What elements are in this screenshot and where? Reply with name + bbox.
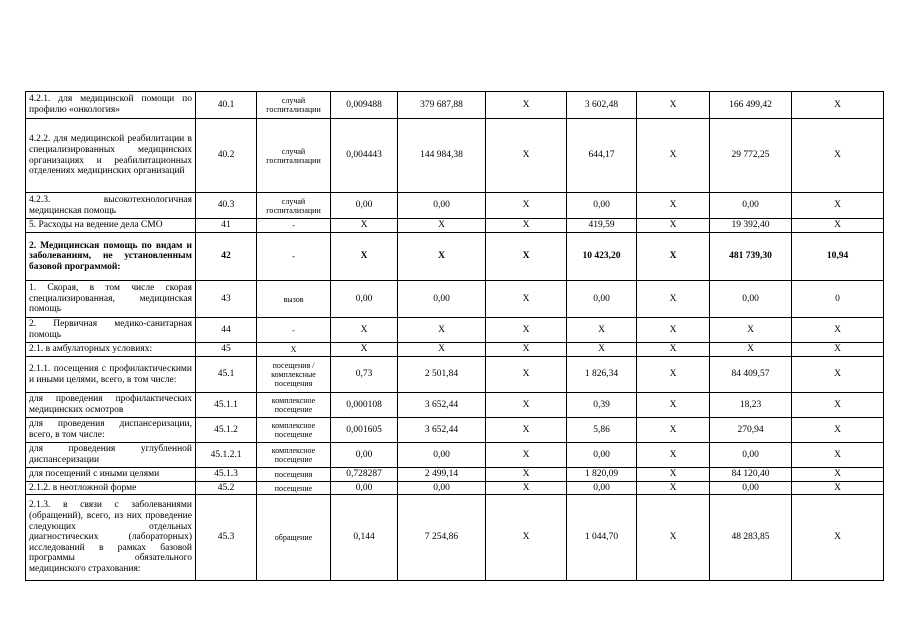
table-row <box>26 92 884 119</box>
row-code-cell: 40.2 <box>196 119 257 193</box>
row-unit-cell: - <box>257 233 331 281</box>
row-oms-per-capita-cell: 0,00 <box>567 281 637 318</box>
row-unit-cell: Х <box>257 343 331 357</box>
row-volume-cell: 0,009488 <box>331 92 398 119</box>
row-budget-per-capita-cell: Х <box>486 318 567 343</box>
row-volume-cell: 0,144 <box>331 495 398 581</box>
table-row <box>26 119 884 193</box>
row-budget-per-capita-cell: Х <box>486 119 567 193</box>
row-budget-per-capita-cell: Х <box>486 219 567 233</box>
row-budget-total-cell: Х <box>637 343 710 357</box>
row-oms-total-cell: 19 392,40 <box>710 219 792 233</box>
row-budget-total-cell: Х <box>637 219 710 233</box>
row-budget-total-cell: Х <box>637 482 710 495</box>
row-cost-cell: Х <box>398 233 486 281</box>
row-percent-cell: Х <box>792 495 884 581</box>
table-row <box>26 495 884 581</box>
row-code-cell: 41 <box>196 219 257 233</box>
row-oms-per-capita-cell: 1 044,70 <box>567 495 637 581</box>
row-oms-per-capita-cell: 1 826,34 <box>567 357 637 393</box>
row-oms-total-cell: 481 739,30 <box>710 233 792 281</box>
row-cost-cell: Х <box>398 318 486 343</box>
row-oms-per-capita-cell: 0,39 <box>567 393 637 418</box>
row-oms-total-cell: Х <box>710 318 792 343</box>
row-volume-cell: Х <box>331 233 398 281</box>
row-cost-cell: Х <box>398 219 486 233</box>
row-budget-per-capita-cell: Х <box>486 343 567 357</box>
row-unit-cell: - <box>257 219 331 233</box>
row-name-cell: 1. Скорая, в том числе скорая специализированная, медицинская помощь <box>26 281 196 318</box>
row-unit-cell: посещение <box>257 482 331 495</box>
table-row <box>26 443 884 468</box>
row-oms-per-capita-cell: 10 423,20 <box>567 233 637 281</box>
row-percent-cell: Х <box>792 318 884 343</box>
table-row <box>26 468 884 482</box>
row-code-cell: 45.2 <box>196 482 257 495</box>
row-name-cell: 5. Расходы на ведение дела СМО <box>26 219 196 233</box>
row-unit-cell: случай госпитализации <box>257 119 331 193</box>
row-oms-per-capita-cell: 5,86 <box>567 418 637 443</box>
row-name-cell: 2. Первичная медико-санитарная помощь <box>26 318 196 343</box>
row-percent-cell: Х <box>792 468 884 482</box>
row-oms-total-cell: 29 772,25 <box>710 119 792 193</box>
row-name-cell: для проведения профилактических медицинских осмотров <box>26 393 196 418</box>
row-oms-total-cell: 18,23 <box>710 393 792 418</box>
row-code-cell: 45.1.2 <box>196 418 257 443</box>
row-budget-per-capita-cell: Х <box>486 495 567 581</box>
row-name-cell: 2.1. в амбулаторных условиях: <box>26 343 196 357</box>
row-oms-per-capita-cell: Х <box>567 318 637 343</box>
row-oms-per-capita-cell: 1 820,09 <box>567 468 637 482</box>
row-budget-per-capita-cell: Х <box>486 443 567 468</box>
row-name-cell: 4.2.2. для медицинской реабилитации в специализированных медицинских организациях и реабилитационных отделениях медицинских организаций <box>26 119 196 193</box>
row-budget-total-cell: Х <box>637 119 710 193</box>
table-row <box>26 219 884 233</box>
row-cost-cell: 2 501,84 <box>398 357 486 393</box>
row-budget-total-cell: Х <box>637 443 710 468</box>
row-name-cell: 2. Медицинская помощь по видам и заболеваниям, не установленным базовой программой: <box>26 233 196 281</box>
row-name-cell: 2.1.1. посещения с профилактическими и иными целями, всего, в том числе: <box>26 357 196 393</box>
row-unit-cell: случай госпитализации <box>257 193 331 219</box>
row-code-cell: 45.1 <box>196 357 257 393</box>
row-code-cell: 45.3 <box>196 495 257 581</box>
row-cost-cell: 0,00 <box>398 281 486 318</box>
row-budget-total-cell: Х <box>637 357 710 393</box>
row-percent-cell: 0 <box>792 281 884 318</box>
row-percent-cell: Х <box>792 443 884 468</box>
row-name-cell: для посещений с иными целями <box>26 468 196 482</box>
row-unit-cell: комплексное посещение <box>257 393 331 418</box>
row-budget-total-cell: Х <box>637 281 710 318</box>
row-budget-per-capita-cell: Х <box>486 482 567 495</box>
row-code-cell: 40.1 <box>196 92 257 119</box>
row-volume-cell: 0,00 <box>331 482 398 495</box>
table-row <box>26 193 884 219</box>
row-cost-cell: 3 652,44 <box>398 393 486 418</box>
table-row <box>26 393 884 418</box>
row-budget-total-cell: Х <box>637 495 710 581</box>
row-code-cell: 45.1.1 <box>196 393 257 418</box>
row-cost-cell: 144 984,38 <box>398 119 486 193</box>
row-percent-cell: 10,94 <box>792 233 884 281</box>
row-oms-per-capita-cell: 0,00 <box>567 443 637 468</box>
data-table <box>25 91 884 581</box>
row-oms-per-capita-cell: 3 602,48 <box>567 92 637 119</box>
row-oms-total-cell: 0,00 <box>710 443 792 468</box>
row-percent-cell: Х <box>792 343 884 357</box>
row-volume-cell: 0,000108 <box>331 393 398 418</box>
row-oms-total-cell: 84 409,57 <box>710 357 792 393</box>
table-row <box>26 233 884 281</box>
row-percent-cell: Х <box>792 219 884 233</box>
row-oms-total-cell: Х <box>710 343 792 357</box>
row-volume-cell: 0,004443 <box>331 119 398 193</box>
row-code-cell: 45 <box>196 343 257 357</box>
row-name-cell: 2.1.2. в неотложной форме <box>26 482 196 495</box>
row-budget-per-capita-cell: Х <box>486 233 567 281</box>
row-unit-cell: посещения / комплексные посещения <box>257 357 331 393</box>
row-unit-cell: - <box>257 318 331 343</box>
row-volume-cell: 0,728287 <box>331 468 398 482</box>
table-row <box>26 418 884 443</box>
row-oms-per-capita-cell: 644,17 <box>567 119 637 193</box>
row-budget-total-cell: Х <box>637 92 710 119</box>
row-code-cell: 40.3 <box>196 193 257 219</box>
row-budget-per-capita-cell: Х <box>486 92 567 119</box>
row-code-cell: 42 <box>196 233 257 281</box>
row-volume-cell: Х <box>331 219 398 233</box>
table-body <box>26 92 884 581</box>
row-cost-cell: 0,00 <box>398 482 486 495</box>
row-name-cell: 4.2.1. для медицинской помощи по профилю «онкология» <box>26 92 196 119</box>
row-oms-total-cell: 0,00 <box>710 482 792 495</box>
row-budget-total-cell: Х <box>637 193 710 219</box>
row-name-cell: 2.1.3. в связи с заболеваниями (обращений), всего, из них проведение следующих отдельных диагностических (лабораторных) исследований в рамках базовой программы обязательного медицинского страхования: <box>26 495 196 581</box>
row-unit-cell: случай госпитализации <box>257 92 331 119</box>
row-percent-cell: Х <box>792 418 884 443</box>
row-budget-total-cell: Х <box>637 393 710 418</box>
row-unit-cell: вызов <box>257 281 331 318</box>
row-cost-cell: 3 652,44 <box>398 418 486 443</box>
row-cost-cell: 0,00 <box>398 193 486 219</box>
row-budget-total-cell: Х <box>637 418 710 443</box>
row-name-cell: для проведения углубленной диспансеризации <box>26 443 196 468</box>
row-oms-per-capita-cell: 0,00 <box>567 482 637 495</box>
row-cost-cell: 7 254,86 <box>398 495 486 581</box>
row-budget-per-capita-cell: Х <box>486 393 567 418</box>
row-volume-cell: 0,001605 <box>331 418 398 443</box>
row-budget-per-capita-cell: Х <box>486 193 567 219</box>
row-cost-cell: 0,00 <box>398 443 486 468</box>
row-unit-cell: комплексное посещение <box>257 443 331 468</box>
row-budget-per-capita-cell: Х <box>486 418 567 443</box>
row-code-cell: 43 <box>196 281 257 318</box>
table-row <box>26 318 884 343</box>
table-row <box>26 357 884 393</box>
row-budget-per-capita-cell: Х <box>486 357 567 393</box>
row-volume-cell: 0,73 <box>331 357 398 393</box>
row-oms-total-cell: 166 499,42 <box>710 92 792 119</box>
row-budget-per-capita-cell: Х <box>486 281 567 318</box>
row-percent-cell: Х <box>792 482 884 495</box>
row-oms-total-cell: 0,00 <box>710 281 792 318</box>
row-unit-cell: комплексное посещение <box>257 418 331 443</box>
row-oms-per-capita-cell: 0,00 <box>567 193 637 219</box>
row-code-cell: 45.1.3 <box>196 468 257 482</box>
row-volume-cell: 0,00 <box>331 443 398 468</box>
row-unit-cell: обращение <box>257 495 331 581</box>
row-budget-total-cell: Х <box>637 233 710 281</box>
row-budget-total-cell: Х <box>637 468 710 482</box>
row-percent-cell: Х <box>792 357 884 393</box>
row-percent-cell: Х <box>792 393 884 418</box>
row-oms-per-capita-cell: 419,59 <box>567 219 637 233</box>
row-volume-cell: Х <box>331 343 398 357</box>
row-volume-cell: 0,00 <box>331 281 398 318</box>
row-cost-cell: 379 687,88 <box>398 92 486 119</box>
row-name-cell: для проведения диспансеризации, всего, в том числе: <box>26 418 196 443</box>
row-budget-per-capita-cell: Х <box>486 468 567 482</box>
row-oms-total-cell: 84 120,40 <box>710 468 792 482</box>
row-code-cell: 44 <box>196 318 257 343</box>
row-volume-cell: Х <box>331 318 398 343</box>
row-oms-total-cell: 0,00 <box>710 193 792 219</box>
row-oms-per-capita-cell: Х <box>567 343 637 357</box>
row-percent-cell: Х <box>792 119 884 193</box>
row-code-cell: 45.1.2.1 <box>196 443 257 468</box>
row-unit-cell: посещения <box>257 468 331 482</box>
row-percent-cell: Х <box>792 92 884 119</box>
row-name-cell: 4.2.3. высокотехнологичная медицинская помощь <box>26 193 196 219</box>
row-cost-cell: 2 499,14 <box>398 468 486 482</box>
table-row <box>26 343 884 357</box>
row-oms-total-cell: 270,94 <box>710 418 792 443</box>
row-cost-cell: Х <box>398 343 486 357</box>
table-row <box>26 482 884 495</box>
row-volume-cell: 0,00 <box>331 193 398 219</box>
row-oms-total-cell: 48 283,85 <box>710 495 792 581</box>
row-percent-cell: Х <box>792 193 884 219</box>
row-budget-total-cell: Х <box>637 318 710 343</box>
table-row <box>26 281 884 318</box>
